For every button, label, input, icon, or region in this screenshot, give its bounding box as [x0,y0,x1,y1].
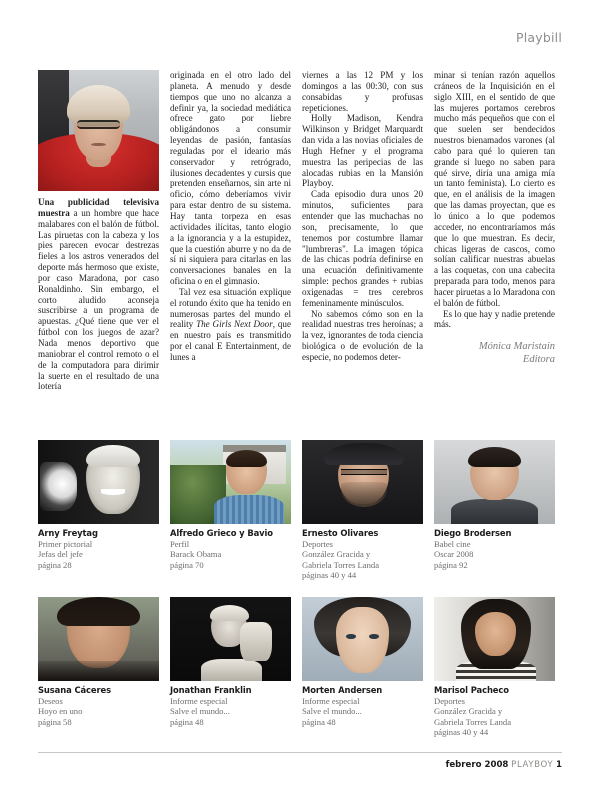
article-paragraph: Holly Madison, Kendra Wilkinson y Bridget Marquardt dan vida a las novias oficiales de Hugh Hefner y el programa muestra las peripecias de las alocadas rubias en la Mansión Playboy. [302,113,423,189]
contributor-line: Gabriela Torres Landa [434,716,512,727]
editor-name: Mónica Maristain [478,341,555,353]
contributor-line: Jefas del jefe [38,549,83,560]
contributor-name: Diego Brodersen [434,528,512,538]
contributor-line: Deportes [434,696,466,706]
contributor-card [38,440,159,581]
article-paragraph: Cada episodio dura unos 20 minutos, suficientes para entender que las muchachas no son, precisamente, lo que tenemos por costumbre llamar "lumbreras". La imagen tópica de las chicas podría definirse en una ecuación definitivamente simple: pechos grandes + rubias oxigenadas = tres cerebros femeninamente minúsculos. [302,189,423,308]
article-column-2 [170,70,291,392]
footer-divider [38,752,562,753]
article-paragraph: Una publicidad televisiva muestra a un hombre que hace malabares con el balón de fútbol. Las piruetas con la cabeza y los pies parecen evocar destrezas fieles a los astros venerados del deporte más hermoso que existe, por caso Maradona, por caso Ronaldinho. Sin embargo, el corto aludido aconseja suscribirse a un programa de apuestas. ¿Qué tiene que ver el fútbol con los juegos de azar? Nada menos deportivo que maniobrar el control remoto o el de la computadora para dirimir la suerte en el resultado de una lotería [38,197,159,392]
contributor-name: Arny Freytag [38,528,98,538]
page-number: 1 [556,760,562,770]
contributor-name: Ernesto Olivares [302,528,379,538]
article-column-3 [302,70,423,392]
contributor-card [434,440,555,581]
contributor-caption [302,524,423,581]
contributor-card [302,597,423,738]
contributor-card [38,597,159,738]
article-paragraph: Es lo que hay y nadie pretende más. [434,308,555,330]
contributor-caption [38,681,159,727]
contributor-grid-row-1 [38,440,562,581]
editor-portrait [38,70,159,191]
contributor-line: Barack Obama [170,549,222,560]
contributor-name: Marisol Pacheco [434,685,509,695]
contributor-grid-row-2 [38,597,562,738]
portrait-susana-caceres [38,597,159,681]
contributor-page: página 48 [170,716,204,727]
contributor-card [434,597,555,738]
contributor-line: Perfil [170,539,190,549]
portrait-alfredo-grieco-y-bavio [170,440,291,524]
contributor-page: páginas 40 y 44 [302,570,357,581]
editor-signature [434,340,555,366]
contributor-line: Deportes [302,539,334,549]
contributor-page: páginas 40 y 44 [434,727,489,738]
contributor-line: Salve el mundo... [302,706,362,717]
article-paragraph: viernes a las 12 PM y los domingos a las 00:30, con sus consabidas y profusas repeticiones. [302,70,423,113]
contributor-line: González Gracida y [302,549,371,560]
contributor-caption [170,524,291,570]
article-column-1 [38,70,159,392]
article-paragraph: Tal vez esa situación explique el rotundo éxito que ha tenido en numerosas partes del mundo el reality The Girls Next Door, que en nuestro país es transmitido por el canal E Entertainment, de lunes a [170,286,291,362]
contributor-caption [170,681,291,727]
editorial-article [38,70,562,392]
contributor-name: Morten Andersen [302,685,383,695]
article-column-4 [434,70,555,392]
brand-name: PLAYBOY [511,760,554,770]
contributor-line: Informe especial [170,696,228,706]
contributor-page: página 70 [170,559,204,570]
contributor-line: Babel cine [434,539,471,549]
contributor-page: página 58 [38,716,72,727]
contributor-page: página 28 [38,559,72,570]
contributor-page: página 92 [434,559,468,570]
article-paragraph: minar si tenían razón aquellos cráneos de la Inquisición en el siglo XIII, en el sentido de que las mujeres portamos cerebros mucho más pequeños que con el que suelen ser bendecidos nuestros bienamados varones (al cabo para qué lo quieren tan grande si luego no saben para qué sirve, diría una amiga mía un tanto feminista). Lo cierto es que, en el análisis de la imagen que las damas proyectan, que es lo único a lo que podemos acceder, no encontraríamos más que lo que muestran. Es decir, chicas ligeras de cascos, como solían calificar nuestras abuelas a las coquetas, con una cabecita preparada para todo, menos para hacer piruetas a lo Maradona con el balón de fútbol. [434,70,555,308]
contributor-card [302,440,423,581]
contributor-line: González Gracida y [434,706,503,717]
contributor-caption [434,681,555,738]
contributor-card [170,597,291,738]
contributor-name: Jonathan Franklin [170,685,252,695]
portrait-jonathan-franklin [170,597,291,681]
contributor-line: Deseos [38,696,63,706]
contributor-line: Hoyo en uno [38,706,83,717]
contributor-line: Gabriela Torres Landa [302,559,380,570]
portrait-marisol-pacheco [434,597,555,681]
contributor-name: Alfredo Grieco y Bavio [170,528,273,538]
portrait-ernesto-olivares [302,440,423,524]
contributor-name: Susana Cáceres [38,685,111,695]
portrait-morten-andersen [302,597,423,681]
contributor-card [170,440,291,581]
page-title: Playbill [515,30,562,45]
issue-date: febrero 2008 [445,760,509,770]
contributor-caption [38,524,159,570]
contributor-caption [434,524,555,570]
contributor-line: Salve el mundo... [170,706,230,717]
page-footer [446,760,562,770]
contributor-line: Informe especial [302,696,360,706]
contributor-line: Oscar 2008 [434,549,474,560]
portrait-arny-freytag [38,440,159,524]
article-paragraph: originada en el otro lado del planeta. A menudo y desde tiempos que uno no alcanza a definir ya, la sociedad mediática ofrece gato por liebre obligándonos a consumir leyendas de pasión, fantasías reguladas por el ideario más conservador y retrógrado, ilusiones decadentes y cursis que pretenden enseñarnos, sin arte ni oficio, cómo deberíamos vivir para estar dentro de su sistema. Hay tanta torpeza en esas actividades ilícitas, tanto elogio a la ignorancia y a la estupidez, que la cuestión aburre y no da de sí ni siquiera para citarlas en las conversaciones banales en la oficina o en el gimnasio. [170,70,291,287]
editor-role: Editora [522,354,555,366]
article-paragraph: No sabemos cómo son en la realidad nuestras tres heroínas; a la vez, ignorantes de toda ciencia biológica o de evolución de la especie, no podemos deter- [302,308,423,362]
portrait-diego-brodersen [434,440,555,524]
contributor-caption [302,681,423,727]
contributor-page: página 48 [302,716,336,727]
contributor-line: Primer pictorial [38,539,93,549]
